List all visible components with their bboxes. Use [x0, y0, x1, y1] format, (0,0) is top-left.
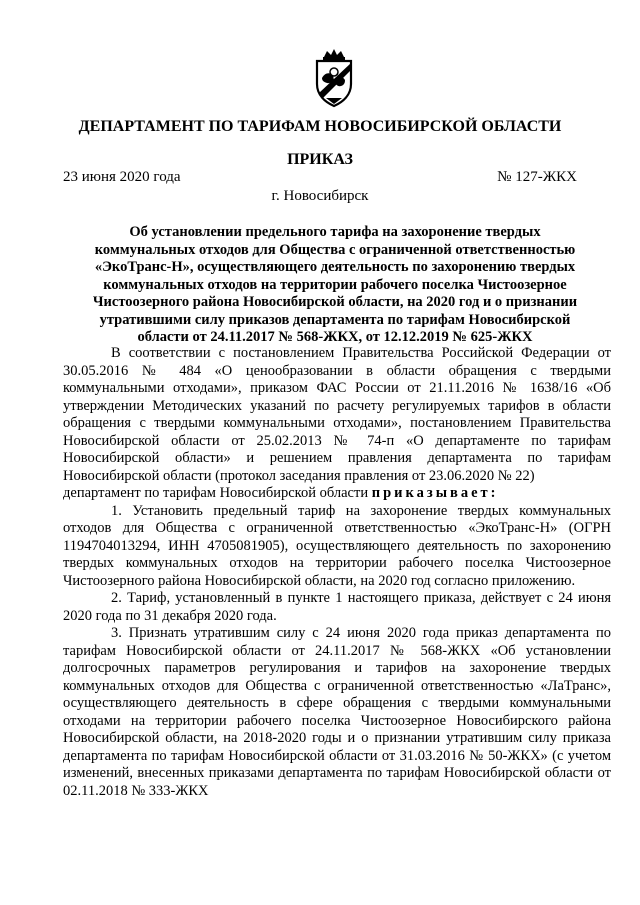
- item-paragraph: 2. Тариф, установленный в пункте 1 настоящего приказа, действует с 24 июня 2020 года по 31 декабря 2020 года.: [63, 590, 611, 624]
- item-paragraph: 1. Установить предельный тариф на захоронение твердых коммунальных отходов для Общества с ограниченной ответственностью «ЭкоТранс-Н» (ОГРН 1194704013294, ИНН 4705081905), осуществляющего деятельность по захоронению твердых коммунальных отходов на территории рабочего поселка Чистоозерное Чистоозерного района Новосибирской области, на 2020 год согласно приложению.: [63, 502, 611, 589]
- heading-line: «ЭкоТранс-Н», осуществляющего деятельность по захоронению твердых: [94, 259, 576, 275]
- preamble-paragraph: В соответствии с постановлением Правительства Российской Федерации от 30.05.2016 № 484 «О ценообразовании в области обращения с твердыми коммунальными отходами», приказом ФАС России от 21.11.2016 № 1638/16 «Об утверждении Методических указаний по расчету регулируемых тарифов в области обращения с твердыми коммунальными отходами», постановлением Правительства Новосибирской области от 25.02.2013 № 74-п «О департаменте по тарифам Новосибирской области» и решением правления департамента по тарифам Новосибирской области (протокол заседания правления от 23.06.2020 № 22): [63, 345, 611, 484]
- decree-prefix: департамент по тарифам Новосибирской области: [63, 485, 369, 501]
- decree-line: [63, 485, 611, 503]
- order-number: № 127-ЖКХ: [497, 169, 577, 185]
- heading-line: коммунальных отходов для Общества с ограниченной ответственностью: [94, 241, 576, 258]
- heading-line: Чистоозерного района Новосибирской области, на 2020 год и о признании: [92, 294, 578, 310]
- order-date: 23 июня 2020 года: [63, 169, 181, 185]
- heading-line: Об установлении предельного тарифа на захоронение твердых: [129, 224, 541, 240]
- heading-line: области от 24.11.2017 № 568-ЖКХ, от 12.12.2019 № 625-ЖКХ: [137, 329, 533, 345]
- order-heading: [70, 224, 600, 347]
- department-name: ДЕПАРТАМЕНТ ПО ТАРИФАМ НОВОСИБИРСКОЙ ОБЛАСТИ: [78, 118, 562, 135]
- item-paragraph: 3. Признать утратившим силу с 24 июня 2020 года приказ департамента по тарифам Новосибирской области от 24.11.2017 № 568-ЖКХ «Об установлении долгосрочных параметров регулирования и тарифов на захоронение твердых коммунальных отходов для Общества с ограниченной ответственностью «ЛаТранс», осуществляющего деятельность в сфере обращения с твердыми коммунальными отходами на территории рабочего поселка Чистоозерное Новосибирского района Новосибирской области, на 2018-2020 годы и о признании утратившим силу приказа департамента по тарифам Новосибирской области от 31.03.2016 № 50-ЖКХ» (с учетом изменений, внесенных приказами департамента по тарифам Новосибирской области от 02.11.2018 № 333-ЖКХ: [63, 625, 611, 799]
- order-city: г. Новосибирск: [271, 188, 369, 204]
- order-body: [63, 345, 611, 800]
- decree-word: приказывает:: [371, 485, 499, 501]
- coat-of-arms-emblem: [308, 48, 360, 110]
- heading-line: утратившими силу приказов департамента по тарифам Новосибирской: [99, 311, 571, 328]
- heading-line: коммунальных отходов на территории рабочего поселка Чистоозерное: [103, 276, 567, 293]
- order-title: ПРИКАЗ: [287, 151, 353, 168]
